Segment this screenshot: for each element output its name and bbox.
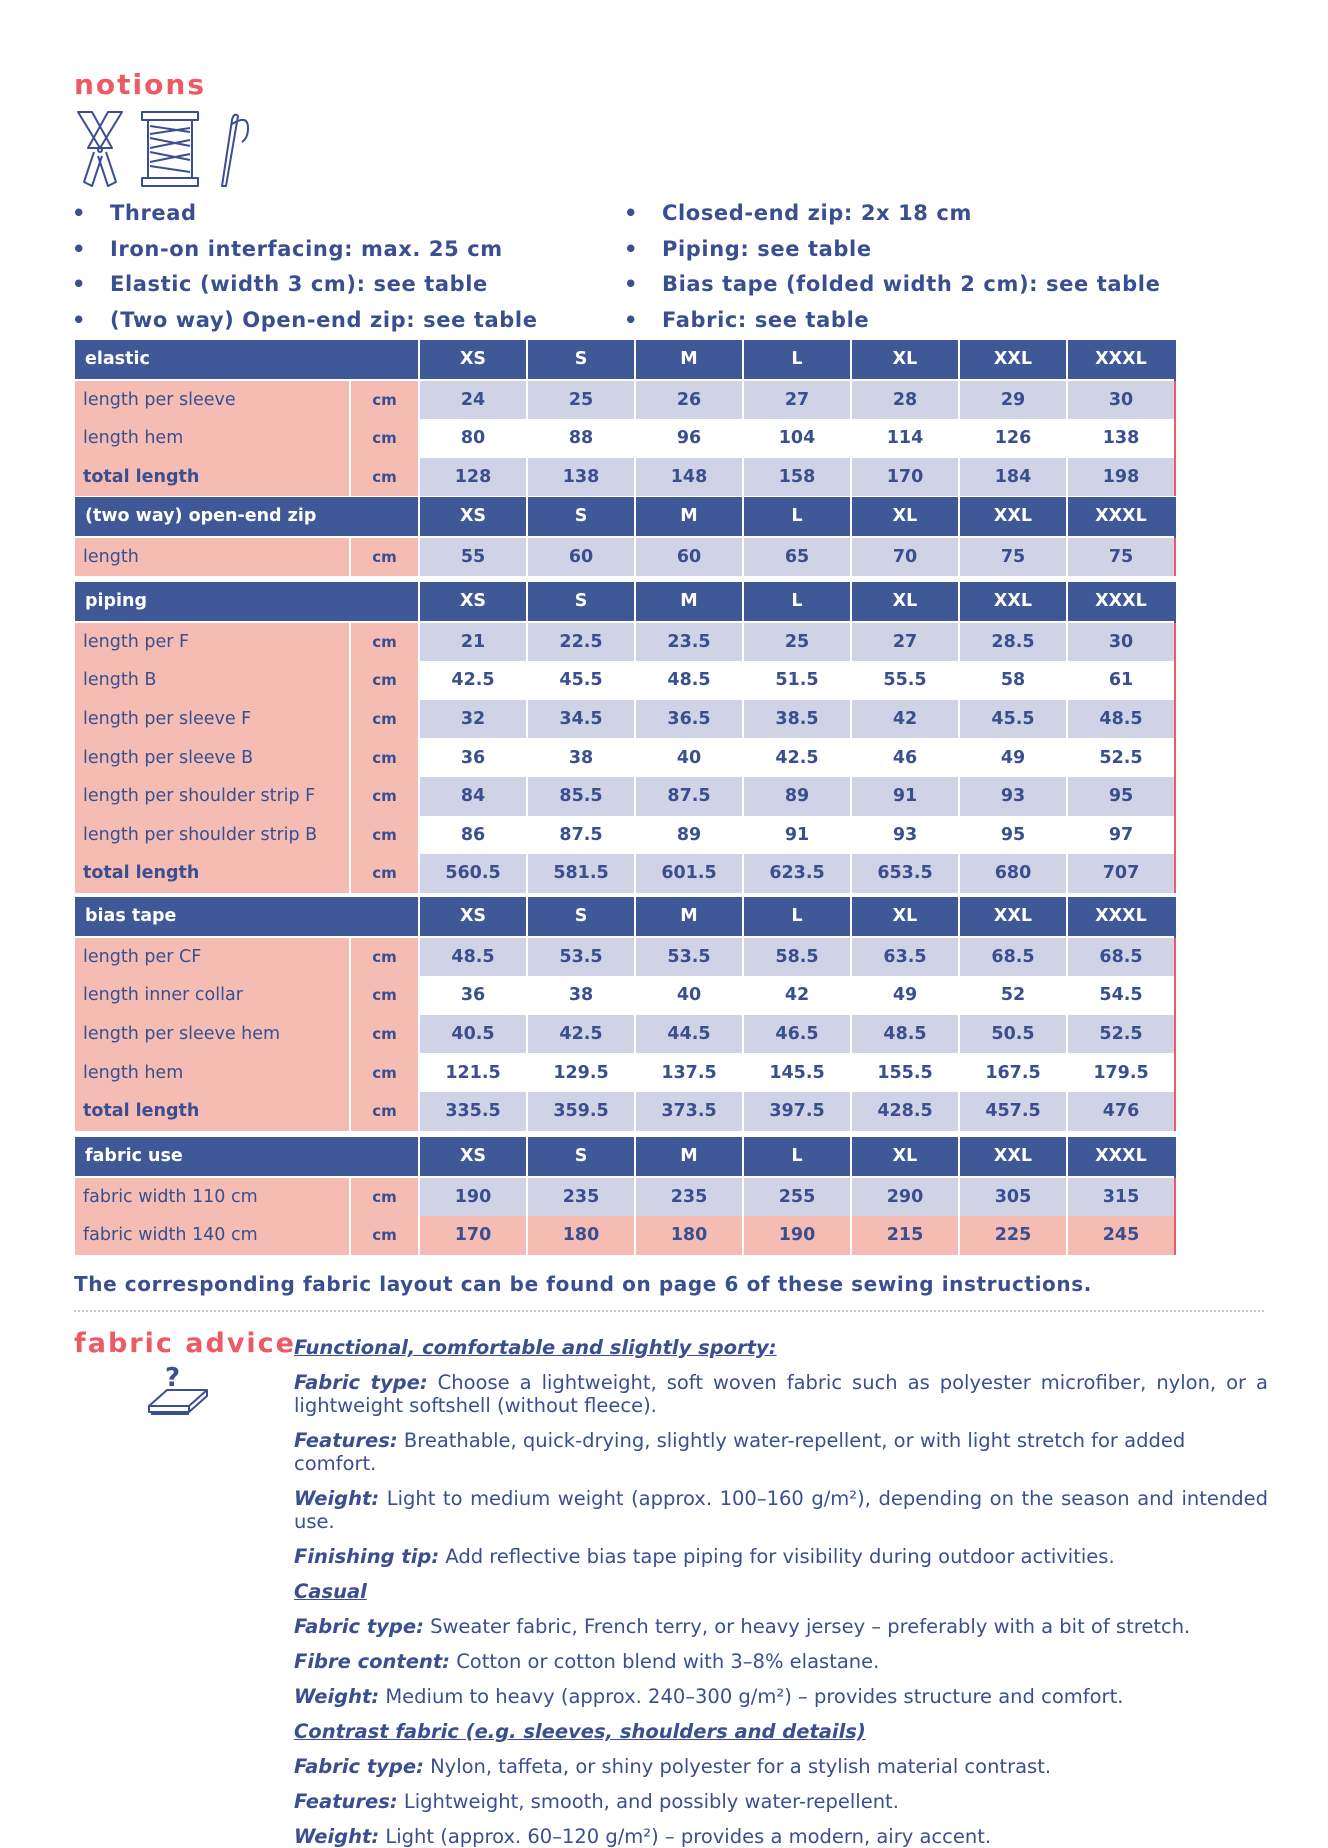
svg-text:?: ? — [165, 1364, 181, 1393]
table-cell: 42 — [852, 700, 958, 739]
advice-entry — [294, 1429, 1268, 1475]
advice-text: Cotton or cotton blend with 3–8% elastane. — [456, 1650, 880, 1673]
table-cell: 96 — [636, 419, 742, 458]
size-header: XL — [852, 1137, 958, 1178]
size-header: M — [636, 340, 742, 381]
advice-key: Weight: — [294, 1685, 380, 1708]
table-cell: 104 — [744, 419, 850, 458]
notion-item: • Fabric: see table — [624, 303, 1160, 339]
row-unit: cm — [351, 976, 418, 1015]
table-cell: 46 — [852, 738, 958, 777]
table-cell: 36 — [420, 976, 526, 1015]
row-label: total length — [75, 458, 349, 497]
needle-icon — [222, 115, 248, 186]
table-cell: 38 — [528, 976, 634, 1015]
table-row — [75, 381, 1174, 420]
table-cell: 225 — [960, 1216, 1066, 1255]
table-cell: 653.5 — [852, 854, 958, 893]
table-cell: 89 — [636, 816, 742, 855]
table-cell: 53.5 — [636, 938, 742, 977]
row-label: length per F — [75, 623, 349, 662]
advice-key: Fabric type: — [294, 1615, 424, 1638]
table-cell: 24 — [420, 381, 526, 420]
table-cell: 170 — [420, 1216, 526, 1255]
table-row — [75, 623, 1174, 662]
table-cell: 198 — [1068, 458, 1174, 497]
advice-section-heading: Casual — [294, 1580, 367, 1603]
table-cell: 60 — [528, 538, 634, 577]
table-cell: 167.5 — [960, 1053, 1066, 1092]
table-cell: 114 — [852, 419, 958, 458]
row-unit: cm — [351, 1178, 418, 1217]
row-unit: cm — [351, 661, 418, 700]
size-header: XS — [420, 497, 526, 538]
table-cell: 48.5 — [1068, 700, 1174, 739]
table-cell: 75 — [960, 538, 1066, 577]
notion-item: • Closed-end zip: 2x 18 cm — [624, 196, 1160, 232]
table-cell: 335.5 — [420, 1092, 526, 1131]
table-cell: 38 — [528, 738, 634, 777]
notions-icons — [72, 108, 272, 192]
table-cell: 88 — [528, 419, 634, 458]
table-cell: 54.5 — [1068, 976, 1174, 1015]
table-cell: 84 — [420, 777, 526, 816]
advice-text: Breathable, quick-drying, slightly water-repellent, or with light stretch for added comfort. — [294, 1429, 1186, 1475]
table-cell: 87.5 — [636, 777, 742, 816]
table-row — [75, 1216, 1174, 1255]
table-cell: 128 — [420, 458, 526, 497]
row-label: length per shoulder strip B — [75, 816, 349, 855]
size-header: XXL — [960, 340, 1066, 381]
table-cell: 560.5 — [420, 854, 526, 893]
table-row — [75, 938, 1174, 977]
table-title: piping — [75, 582, 418, 623]
table-cell: 32 — [420, 700, 526, 739]
table-cell: 48.5 — [852, 1015, 958, 1054]
size-header: L — [744, 582, 850, 623]
advice-text: Medium to heavy (approx. 240–300 g/m²) – provides structure and comfort. — [385, 1685, 1124, 1708]
row-unit: cm — [351, 738, 418, 777]
table-cell: 129.5 — [528, 1053, 634, 1092]
table-cell: 21 — [420, 623, 526, 662]
table-cell: 48.5 — [636, 661, 742, 700]
advice-key: Features: — [294, 1790, 398, 1813]
table-cell: 52.5 — [1068, 1015, 1174, 1054]
table-cell: 30 — [1068, 381, 1174, 420]
row-unit: cm — [351, 1216, 418, 1255]
table-cell: 397.5 — [744, 1092, 850, 1131]
row-label: length B — [75, 661, 349, 700]
row-label: length per sleeve hem — [75, 1015, 349, 1054]
table-row — [75, 458, 1174, 497]
table-cell: 65 — [744, 538, 850, 577]
table-cell: 126 — [960, 419, 1066, 458]
size-header: XXXL — [1068, 340, 1174, 381]
table-cell: 215 — [852, 1216, 958, 1255]
row-label: length per sleeve B — [75, 738, 349, 777]
size-header: XXXL — [1068, 897, 1174, 938]
table-cell: 170 — [852, 458, 958, 497]
size-header: M — [636, 497, 742, 538]
size-header: XL — [852, 582, 958, 623]
table-cell: 680 — [960, 854, 1066, 893]
advice-entry — [294, 1755, 1268, 1778]
table-cell: 148 — [636, 458, 742, 497]
table-cell: 28.5 — [960, 623, 1066, 662]
table-cell: 75 — [1068, 538, 1174, 577]
table-cell: 601.5 — [636, 854, 742, 893]
table-cell: 137.5 — [636, 1053, 742, 1092]
table-cell: 25 — [744, 623, 850, 662]
advice-entry — [294, 1825, 1268, 1848]
table-row — [75, 1178, 1174, 1217]
table-cell: 305 — [960, 1178, 1066, 1217]
table-cell: 235 — [636, 1178, 742, 1217]
size-header: XXL — [960, 897, 1066, 938]
row-unit: cm — [351, 854, 418, 893]
table-cell: 623.5 — [744, 854, 850, 893]
row-label: length per sleeve F — [75, 700, 349, 739]
table-cell: 91 — [744, 816, 850, 855]
table-row — [75, 1053, 1174, 1092]
notion-item: • Iron-on interfacing: max. 25 cm — [72, 232, 538, 268]
size-header: L — [744, 1137, 850, 1178]
size-header: S — [528, 897, 634, 938]
table-cell: 58 — [960, 661, 1066, 700]
table-cell: 359.5 — [528, 1092, 634, 1131]
size-header: L — [744, 497, 850, 538]
table-cell: 34.5 — [528, 700, 634, 739]
table-cell: 49 — [960, 738, 1066, 777]
table-row — [75, 661, 1174, 700]
row-label: total length — [75, 854, 349, 893]
advice-entry — [294, 1371, 1268, 1417]
table-cell: 95 — [1068, 777, 1174, 816]
thread-spool-icon — [142, 112, 198, 186]
table-cell: 315 — [1068, 1178, 1174, 1217]
table-cell: 190 — [744, 1216, 850, 1255]
size-table — [73, 582, 1176, 893]
table-cell: 58.5 — [744, 938, 850, 977]
size-header: M — [636, 1137, 742, 1178]
table-cell: 45.5 — [528, 661, 634, 700]
size-header: XS — [420, 582, 526, 623]
table-cell: 27 — [744, 381, 850, 420]
advice-key: Fabric type: — [294, 1755, 424, 1778]
row-unit: cm — [351, 419, 418, 458]
table-cell: 22.5 — [528, 623, 634, 662]
size-header: XXXL — [1068, 582, 1174, 623]
table-cell: 179.5 — [1068, 1053, 1174, 1092]
row-unit: cm — [351, 777, 418, 816]
fabric-advice-list — [294, 1336, 1268, 1848]
table-cell: 138 — [1068, 419, 1174, 458]
table-cell: 89 — [744, 777, 850, 816]
row-label: length hem — [75, 1053, 349, 1092]
advice-text: Light (approx. 60–120 g/m²) – provides a modern, airy accent. — [385, 1825, 992, 1848]
notion-item: • Piping: see table — [624, 232, 1160, 268]
advice-text: Choose a lightweight, soft woven fabric such as polyester microfiber, nylon, or a lightweight softshell (without fleece). — [294, 1371, 1268, 1417]
table-cell: 121.5 — [420, 1053, 526, 1092]
table-cell: 93 — [960, 777, 1066, 816]
row-unit: cm — [351, 938, 418, 977]
row-unit: cm — [351, 1053, 418, 1092]
fabric-question-icon — [145, 1364, 211, 1428]
table-cell: 581.5 — [528, 854, 634, 893]
table-cell: 180 — [636, 1216, 742, 1255]
table-cell: 63.5 — [852, 938, 958, 977]
advice-entry — [294, 1650, 1268, 1673]
table-cell: 40 — [636, 976, 742, 1015]
notion-item: • Elastic (width 3 cm): see table — [72, 267, 538, 303]
size-table — [73, 497, 1176, 576]
row-label: length inner collar — [75, 976, 349, 1015]
table-row — [75, 816, 1174, 855]
table-cell: 42.5 — [528, 1015, 634, 1054]
advice-entry — [294, 1685, 1268, 1708]
table-cell: 457.5 — [960, 1092, 1066, 1131]
table-cell: 45.5 — [960, 700, 1066, 739]
table-cell: 36 — [420, 738, 526, 777]
table-cell: 245 — [1068, 1216, 1174, 1255]
table-cell: 476 — [1068, 1092, 1174, 1131]
advice-key: Fibre content: — [294, 1650, 450, 1673]
table-cell: 42.5 — [420, 661, 526, 700]
size-header: L — [744, 897, 850, 938]
row-unit: cm — [351, 381, 418, 420]
table-cell: 61 — [1068, 661, 1174, 700]
size-header: XXXL — [1068, 497, 1174, 538]
row-unit: cm — [351, 458, 418, 497]
row-unit: cm — [351, 816, 418, 855]
table-cell: 42.5 — [744, 738, 850, 777]
table-cell: 49 — [852, 976, 958, 1015]
table-cell: 28 — [852, 381, 958, 420]
table-row — [75, 700, 1174, 739]
scissors-icon — [78, 112, 122, 186]
table-cell: 51.5 — [744, 661, 850, 700]
table-cell: 138 — [528, 458, 634, 497]
advice-key: Weight: — [294, 1487, 380, 1510]
size-header: L — [744, 340, 850, 381]
table-cell: 235 — [528, 1178, 634, 1217]
size-header: XS — [420, 1137, 526, 1178]
advice-text: Lightweight, smooth, and possibly water-repellent. — [403, 1790, 899, 1813]
table-cell: 80 — [420, 419, 526, 458]
advice-key: Finishing tip: — [294, 1545, 440, 1568]
row-unit: cm — [351, 538, 418, 577]
size-header: XL — [852, 497, 958, 538]
table-cell: 42 — [744, 976, 850, 1015]
size-table — [73, 897, 1176, 1131]
table-cell: 29 — [960, 381, 1066, 420]
advice-entry — [294, 1545, 1268, 1568]
notions-list-left — [72, 196, 538, 338]
table-cell: 68.5 — [1068, 938, 1174, 977]
size-table — [73, 340, 1176, 496]
table-cell: 55.5 — [852, 661, 958, 700]
notions-title: notions — [74, 68, 206, 101]
size-header: XS — [420, 340, 526, 381]
table-title: (two way) open-end zip — [75, 497, 418, 538]
table-row — [75, 538, 1174, 577]
table-cell: 48.5 — [420, 938, 526, 977]
advice-text: Sweater fabric, French terry, or heavy jersey – preferably with a bit of stretch. — [430, 1615, 1191, 1638]
table-cell: 87.5 — [528, 816, 634, 855]
table-cell: 52 — [960, 976, 1066, 1015]
section-divider — [74, 1310, 1264, 1312]
size-header: M — [636, 582, 742, 623]
row-unit: cm — [351, 1015, 418, 1054]
table-cell: 428.5 — [852, 1092, 958, 1131]
size-header: XXL — [960, 582, 1066, 623]
table-cell: 55 — [420, 538, 526, 577]
notion-item: • (Two way) Open-end zip: see table — [72, 303, 538, 339]
table-cell: 68.5 — [960, 938, 1066, 977]
size-header: S — [528, 1137, 634, 1178]
size-header: S — [528, 497, 634, 538]
table-cell: 36.5 — [636, 700, 742, 739]
table-cell: 707 — [1068, 854, 1174, 893]
advice-section-heading: Contrast fabric (e.g. sleeves, shoulders and details) — [294, 1720, 866, 1743]
advice-text: Add reflective bias tape piping for visibility during outdoor activities. — [445, 1545, 1115, 1568]
row-label: total length — [75, 1092, 349, 1131]
row-label: length — [75, 538, 349, 577]
row-label: length per CF — [75, 938, 349, 977]
table-cell: 40.5 — [420, 1015, 526, 1054]
table-cell: 53.5 — [528, 938, 634, 977]
advice-entry — [294, 1790, 1268, 1813]
size-header: XXXL — [1068, 1137, 1174, 1178]
table-cell: 60 — [636, 538, 742, 577]
advice-key: Features: — [294, 1429, 398, 1452]
table-row — [75, 1092, 1174, 1131]
table-cell: 95 — [960, 816, 1066, 855]
advice-entry — [294, 1615, 1268, 1638]
size-header: S — [528, 340, 634, 381]
table-cell: 91 — [852, 777, 958, 816]
size-header: M — [636, 897, 742, 938]
row-label: fabric width 140 cm — [75, 1216, 349, 1255]
notion-item: • Bias tape (folded width 2 cm): see table — [624, 267, 1160, 303]
table-cell: 30 — [1068, 623, 1174, 662]
size-header: XS — [420, 897, 526, 938]
notion-item: • Thread — [72, 196, 538, 232]
table-cell: 46.5 — [744, 1015, 850, 1054]
size-table — [73, 1137, 1176, 1255]
table-row — [75, 777, 1174, 816]
table-cell: 25 — [528, 381, 634, 420]
size-header: XL — [852, 897, 958, 938]
table-row — [75, 976, 1174, 1015]
table-cell: 26 — [636, 381, 742, 420]
size-header: XXL — [960, 497, 1066, 538]
row-label: length hem — [75, 419, 349, 458]
table-cell: 44.5 — [636, 1015, 742, 1054]
table-title: fabric use — [75, 1137, 418, 1178]
size-header: S — [528, 582, 634, 623]
advice-text: Light to medium weight (approx. 100–160 g/m²), depending on the season and intended use. — [294, 1487, 1268, 1533]
table-cell: 27 — [852, 623, 958, 662]
table-cell: 145.5 — [744, 1053, 850, 1092]
notions-list-right — [624, 196, 1160, 338]
table-cell: 86 — [420, 816, 526, 855]
table-row — [75, 1015, 1174, 1054]
table-row — [75, 854, 1174, 893]
fabric-layout-note: The corresponding fabric layout can be found on page 6 of these sewing instructions. — [74, 1272, 1092, 1296]
advice-text: Nylon, taffeta, or shiny polyester for a stylish material contrast. — [430, 1755, 1052, 1778]
table-cell: 290 — [852, 1178, 958, 1217]
table-cell: 93 — [852, 816, 958, 855]
size-header: XL — [852, 340, 958, 381]
table-cell: 70 — [852, 538, 958, 577]
table-cell: 40 — [636, 738, 742, 777]
table-cell: 255 — [744, 1178, 850, 1217]
table-cell: 158 — [744, 458, 850, 497]
table-row — [75, 738, 1174, 777]
row-label: length per sleeve — [75, 381, 349, 420]
row-unit: cm — [351, 700, 418, 739]
table-cell: 190 — [420, 1178, 526, 1217]
table-cell: 23.5 — [636, 623, 742, 662]
table-title: elastic — [75, 340, 418, 381]
size-header: XXL — [960, 1137, 1066, 1178]
table-cell: 155.5 — [852, 1053, 958, 1092]
table-cell: 180 — [528, 1216, 634, 1255]
table-cell: 85.5 — [528, 777, 634, 816]
table-cell: 50.5 — [960, 1015, 1066, 1054]
table-cell: 373.5 — [636, 1092, 742, 1131]
advice-key: Weight: — [294, 1825, 380, 1848]
table-cell: 52.5 — [1068, 738, 1174, 777]
advice-entry — [294, 1487, 1268, 1533]
table-row — [75, 419, 1174, 458]
row-unit: cm — [351, 1092, 418, 1131]
table-cell: 38.5 — [744, 700, 850, 739]
advice-key: Fabric type: — [294, 1371, 428, 1394]
table-cell: 184 — [960, 458, 1066, 497]
row-label: length per shoulder strip F — [75, 777, 349, 816]
row-unit: cm — [351, 623, 418, 662]
table-title: bias tape — [75, 897, 418, 938]
table-cell: 97 — [1068, 816, 1174, 855]
advice-section-heading: Functional, comfortable and slightly sporty: — [294, 1336, 777, 1359]
row-label: fabric width 110 cm — [75, 1178, 349, 1217]
fabric-advice-title: fabric advice — [74, 1328, 296, 1359]
